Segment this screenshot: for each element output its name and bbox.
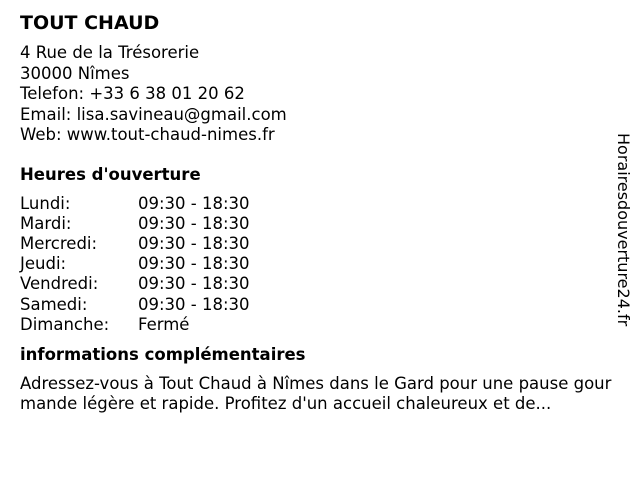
hours-time: 09:30 - 18:30 [138, 193, 250, 213]
address-street: 4 Rue de la Trésorerie [20, 43, 200, 62]
hours-time: 09:30 - 18:30 [138, 213, 250, 233]
hours-day: Jeudi: [20, 254, 67, 274]
hours-time: 09:30 - 18:30 [138, 233, 250, 253]
hours-time: 09:30 - 18:30 [138, 274, 250, 294]
email-line[interactable]: Email: lisa.savineau@gmail.com [20, 104, 287, 124]
info-heading: informations complémentaires [20, 344, 306, 364]
hours-row-dimanche [20, 315, 620, 335]
hours-time: Fermé [138, 314, 190, 334]
hours-row-mercredi [20, 234, 620, 254]
hours-heading: Heures d'ouverture [20, 164, 201, 184]
hours-day: Mercredi: [20, 233, 98, 253]
hours-row-mardi [20, 214, 620, 234]
address-city: 30000 Nîmes [20, 63, 130, 83]
hours-time: 09:30 - 18:30 [138, 254, 250, 274]
site-watermark-label: Horairesdouverture24.fr [614, 133, 633, 327]
hours-row-samedi [20, 295, 620, 315]
business-card [20, 10, 620, 431]
hours-time: 09:30 - 18:30 [138, 294, 250, 314]
business-name: TOUT CHAUD [20, 12, 160, 34]
hours-day: Vendredi: [20, 274, 99, 294]
phone-line[interactable]: Telefon: +33 6 38 01 20 62 [20, 84, 245, 103]
hours-table [20, 194, 620, 335]
hours-day: Samedi: [20, 294, 88, 314]
hours-row-vendredi [20, 274, 620, 294]
hours-day: Lundi: [20, 193, 71, 213]
contact-block [20, 43, 620, 146]
info-description: Adressez-vous à Tout Chaud à Nîmes dans le Gard pour une pause gourmande légère et rapide. Profitez d'un accueil chaleureux et de... [20, 373, 612, 414]
hours-day: Mardi: [20, 213, 72, 233]
hours-row-lundi [20, 194, 620, 214]
web-line[interactable]: Web: www.tout-chaud-nimes.fr [20, 125, 275, 144]
hours-day: Dimanche: [20, 314, 110, 334]
hours-row-jeudi [20, 254, 620, 274]
